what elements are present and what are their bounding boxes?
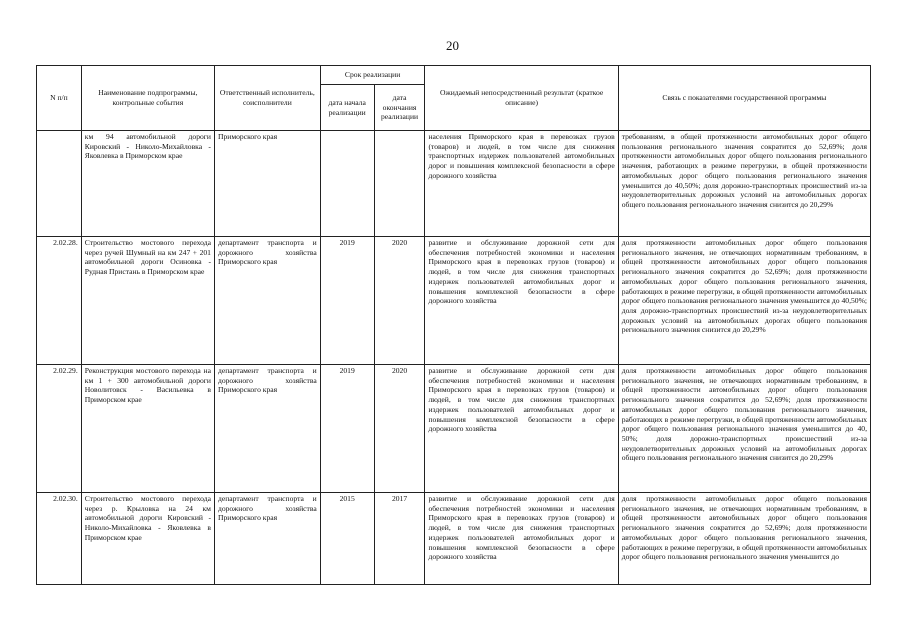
- row-end: 2020: [374, 237, 425, 365]
- row-end: 2020: [374, 365, 425, 493]
- header-result: Ожидаемый непосредственный результат (краткое описание): [425, 66, 618, 131]
- row-link: доля протяженности автомобильных дорог общего пользования регионального значения, не отвечающих нормативным требованиям, в общей протяженности автомобильных дорог общего пользования регионального значения сократится до 52,69%; доля протяженности автомобильных дорог общего пользования регионального значения, работающих в режиме перегрузки, в общей протяженности автомобильных дорог общего пользования регионального значения уменьшится до 40, 50%; доля дорожно-транспортных происшествий из-за неудовлетворительных дорожных условий на автомобильных дорогах общего пользования регионального значения снизится до 20,29%: [618, 365, 870, 493]
- row-start: 2019: [320, 237, 374, 365]
- row-name: Реконструкция мостового перехода на км 1 + 300 автомобильной дороги Новолитовск - Васильевка в Приморском крае: [81, 365, 214, 493]
- row-num: 2.02.29.: [37, 365, 82, 493]
- row-result: развитие и обслуживание дорожной сети для обеспечения потребностей экономики и населения Приморского края в перевозках грузов (товаров) и людей, в том числе для снижения транспортных издержек пользователей автомобильных дорог и повышения комплексной безопасности в сфере дорожного хозяйства: [425, 365, 618, 493]
- row-num: 2.02.28.: [37, 237, 82, 365]
- header-start: дата начала реализации: [320, 85, 374, 131]
- table-row: [37, 237, 871, 365]
- row-name: Строительство мостового перехода через р. Крыловка на 24 км автомобильной дороги Кировский - Николо-Михайловка - Яковлевка в Приморском крае: [81, 493, 214, 585]
- header-num: N п/п: [37, 66, 82, 131]
- row-link: требованиям, в общей протяженности автомобильных дорог общего пользования регионального значения сократится до 52,69%; доля протяженности автомобильных дорог общего пользования регионального значения, работающих в режиме перегрузки, в общей протяженности автомобильных дорог общего пользования регионального значения уменьшится до 40,50%; доля дорожно-транспортных происшествий из-за неудовлетворительных дорожных условий на автомобильных дорогах общего пользования регионального значения снизится до 20,29%: [618, 131, 870, 237]
- program-table: [36, 65, 871, 585]
- row-num: 2.02.30.: [37, 493, 82, 585]
- row-link: доля протяженности автомобильных дорог общего пользования регионального значения, не отвечающих нормативным требованиям, в общей протяженности автомобильных дорог общего пользования регионального значения сократится до 52,69%; доля протяженности автомобильных дорог общего пользования регионального значения, работающих в режиме перегрузки, в общей протяженности автомобильных дорог общего пользования регионального значения уменьшится до: [618, 493, 870, 585]
- row-num: [37, 131, 82, 237]
- table-row: [37, 131, 871, 237]
- table-row: [37, 493, 871, 585]
- row-name: км 94 автомобильной дороги Кировский - Николо-Михайловка - Яковлевка в Приморском крае: [81, 131, 214, 237]
- row-end: 2017: [374, 493, 425, 585]
- header-term: Срок реализации: [320, 66, 425, 85]
- row-result: развитие и обслуживание дорожной сети для обеспечения потребностей экономики и населения Приморского края в перевозках грузов (товаров) и людей, в том числе для снижения транспортных издержек пользователей автомобильных дорог и повышения комплексной безопасности в сфере дорожного хозяйства: [425, 237, 618, 365]
- row-start: [320, 131, 374, 237]
- row-responsible: департамент транспорта и дорожного хозяйства Приморского края: [214, 237, 320, 365]
- row-responsible: Приморского края: [214, 131, 320, 237]
- header-end: дата окончания реализации: [374, 85, 425, 131]
- header-responsible: Ответственный исполнитель, соисполнители: [214, 66, 320, 131]
- table-row: [37, 365, 871, 493]
- page-number: 20: [446, 38, 459, 53]
- header-name: Наименование подпрограммы, контрольные события: [81, 66, 214, 131]
- row-responsible: департамент транспорта и дорожного хозяйства Приморского края: [214, 493, 320, 585]
- row-result: развитие и обслуживание дорожной сети для обеспечения потребностей экономики и населения Приморского края в перевозках грузов (товаров) и людей, в том числе для снижения транспортных издержек пользователей автомобильных дорог и повышения комплексной безопасности в сфере дорожного хозяйства: [425, 493, 618, 585]
- table-header: [37, 66, 871, 131]
- row-responsible: департамент транспорта и дорожного хозяйства Приморского края: [214, 365, 320, 493]
- row-name: Строительство мостового перехода через ручей Шумный на км 247 + 201 автомобильной дороги Осиновка - Рудная Пристань в Приморском крае: [81, 237, 214, 365]
- row-start: 2019: [320, 365, 374, 493]
- row-end: [374, 131, 425, 237]
- row-link: доля протяженности автомобильных дорог общего пользования регионального значения, не отвечающих нормативным требованиям, в общей протяженности автомобильных дорог общего пользования регионального значения сократится до 52,69%; доля протяженности автомобильных дорог общего пользования регионального значения, работающих в режиме перегрузки, в общей протяженности автомобильных дорог общего пользования регионального значения уменьшится до 40,50%; доля дорожно-транспортных происшествий из-за неудовлетворительных дорожных условий на автомобильных дорогах общего пользования регионального значения снизится до 20,29%: [618, 237, 870, 365]
- row-result: населения Приморского края в перевозках грузов (товаров) и людей, в том числе для снижения транспортных издержек пользователей автомобильных дорог и повышения комплексной безопасности в сфере дорожного хозяйства: [425, 131, 618, 237]
- header-link: Связь с показателями государственной программы: [618, 66, 870, 131]
- row-start: 2015: [320, 493, 374, 585]
